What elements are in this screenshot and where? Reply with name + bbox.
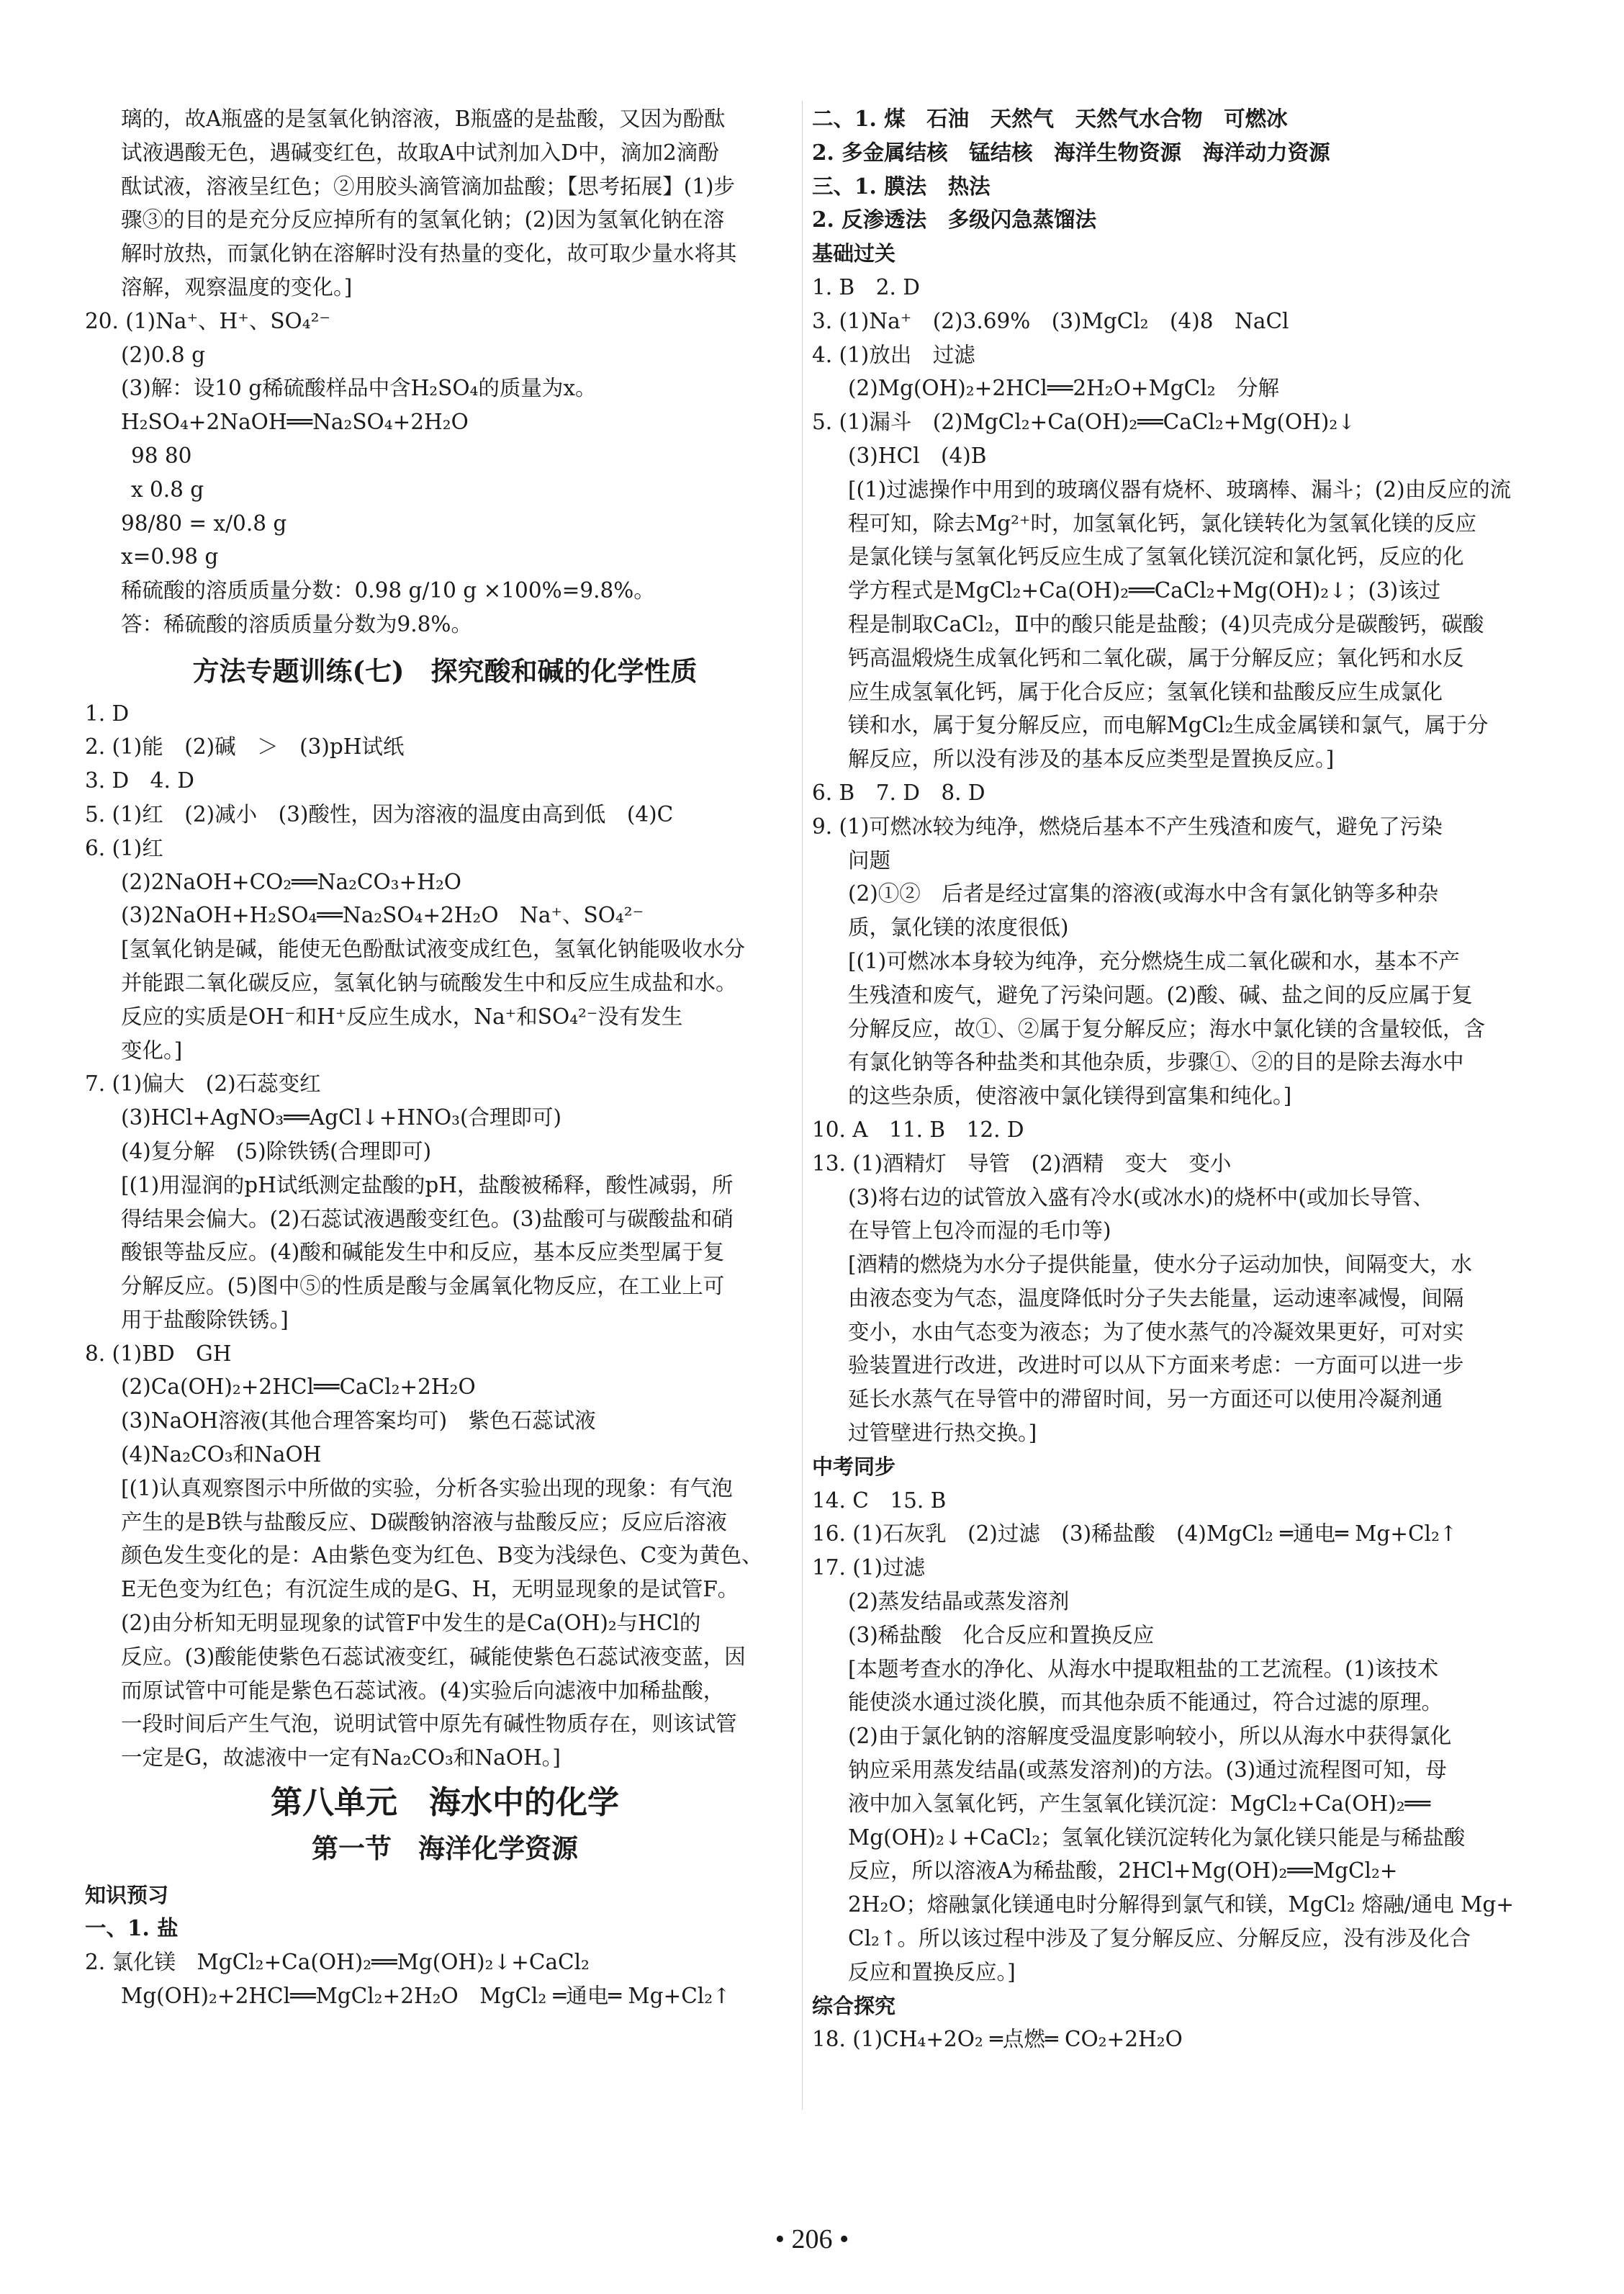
left-column-line: 98 80 [131, 443, 192, 468]
left-column-line: 酸银等盐反应。(4)酸和碱能发生中和反应，基本反应类型属于复 [121, 1240, 725, 1265]
right-column-line: Mg(OH)₂↓+CaCl₂；氢氧化镁沉淀转化为氯化镁只能是与稀盐酸 [848, 1825, 1466, 1850]
right-column-line: 质，氯化镁的浓度很低) [848, 915, 1069, 940]
left-column-line: 骤③的目的是充分反应掉所有的氢氧化钠；(2)因为氢氧化钠在溶 [121, 207, 725, 233]
right-column-line: (3)将右边的试管放入盛有冷水(或冰水)的烧杯中(或加长导管、 [848, 1184, 1434, 1210]
left-column-line: x 0.8 g [131, 477, 204, 502]
left-column-line: 答：稀硫酸的溶质质量分数为9.8%。 [121, 611, 472, 637]
right-column-line: 的这些杂质，使溶液中氯化镁得到富集和纯化。] [848, 1084, 1292, 1109]
left-column-line: 7. (1)偏大 (2)石蕊变红 [85, 1071, 321, 1097]
right-column-line: 有氯化钠等各种盐类和其他杂质，步骤①、②的目的是除去海水中 [848, 1050, 1464, 1075]
right-column-line: (2)由于氯化钠的溶解度受温度影响较小，所以从海水中获得氯化 [848, 1724, 1452, 1749]
right-column-line: 应生成氢氧化钙，属于化合反应；氢氧化镁和盐酸反应生成氯化 [848, 679, 1443, 704]
right-column-line: 是氯化镁与氢氧化钙反应生成了氢氧化镁沉淀和氯化钙，反应的化 [848, 544, 1464, 570]
left-column-line: (2)2NaOH+CO₂══Na₂CO₃+H₂O [121, 869, 461, 894]
right-column-line: 13. (1)酒精灯 导管 (2)酒精 变大 变小 [812, 1151, 1232, 1176]
right-column-line: 在导管上包冷而湿的毛巾等) [848, 1218, 1111, 1243]
left-column-line: 稀硫酸的溶质质量分数：0.98 g/10 g ×100%=9.8%。 [121, 578, 655, 603]
right-column-line: 14. C 15. B [812, 1488, 947, 1513]
right-column-line: 1. B 2. D [812, 274, 920, 300]
right-column-line: 二、1. 煤 石油 天然气 天然气水合物 可燃冰 [812, 106, 1288, 131]
left-column-line: [(1)认真观察图示中所做的实验，分析各实验出现的现象：有气泡 [121, 1475, 733, 1501]
left-column-line: Mg(OH)₂+2HCl══MgCl₂+2H₂O MgCl₂ ═通电═ Mg+Cl₂↑ [121, 1984, 731, 2009]
left-column-line: E无色变为红色；有沉淀生成的是G、H，无明显现象的是试管F。 [121, 1577, 739, 1602]
left-column-line: 产生的是B铁与盐酸反应、D碳酸钠溶液与盐酸反应；反应后溶液 [121, 1509, 727, 1534]
right-column-line: 镁和水，属于复分解反应，而电解MgCl₂生成金属镁和氯气，属于分 [848, 713, 1489, 738]
left-column-line: H₂SO₄+2NaOH══Na₂SO₄+2H₂O [121, 410, 469, 435]
right-column-line: (2)蒸发结晶或蒸发溶剂 [848, 1589, 1070, 1614]
left-column-line: 知识预习 [85, 1882, 169, 1907]
right-column-line: (2)①② 后者是经过富集的溶液(或海水中含有氯化钠等多种杂 [848, 881, 1439, 907]
right-column-line: 综合探究 [812, 1993, 896, 2018]
left-column-line: 一段时间后产生气泡，说明试管中原先有碱性物质存在，则该试管 [121, 1711, 737, 1737]
right-column-line: 3. (1)Na⁺ (2)3.69% (3)MgCl₂ (4)8 NaCl [812, 308, 1289, 333]
right-column-line: 三、1. 膜法 热法 [812, 173, 991, 199]
left-column-line: 得结果会偏大。(2)石蕊试液遇酸变红色。(3)盐酸可与碳酸盐和硝 [121, 1206, 734, 1231]
page-number: • 206 • [775, 2224, 849, 2254]
left-column-line: [氢氧化钠是碱，能使无色酚酞试液变成红色，氢氧化钠能吸收水分 [121, 937, 746, 962]
right-column-line: 延长水蒸气在导管中的滞留时间，另一方面还可以使用冷凝剂通 [848, 1387, 1443, 1412]
right-column-line: 程可知，除去Mg²⁺时，加氢氧化钙，氯化镁转化为氢氧化镁的反应 [848, 510, 1476, 536]
left-column-line: 并能跟二氧化碳反应，氢氧化钠与硫酸发生中和反应生成盐和水。 [121, 970, 737, 995]
left-column-line: 5. (1)红 (2)减小 (3)酸性，因为溶液的温度由高到低 (4)C [85, 801, 674, 827]
right-column-line: 6. B 7. D 8. D [812, 780, 985, 805]
right-column-line: 5. (1)漏斗 (2)MgCl₂+Ca(OH)₂══CaCl₂+Mg(OH)₂↓ [812, 410, 1355, 435]
left-column-line: [(1)用湿润的pH试纸测定盐酸的pH，盐酸被稀释，酸性减弱，所 [121, 1172, 734, 1197]
right-column-line: 过管壁进行热交换。] [848, 1421, 1037, 1446]
left-column-line: 用于盐酸除铁锈。] [121, 1307, 289, 1332]
left-column-line: 8. (1)BD GH [85, 1341, 232, 1366]
left-column-line: 第一节 海洋化学资源 [312, 1832, 578, 1864]
right-column-line: [(1)可燃冰本身较为纯净，充分燃烧生成二氧化碳和水，基本不产 [848, 948, 1460, 973]
left-column-line: 分解反应。(5)图中⑤的性质是酸与金属氧化物反应，在工业上可 [121, 1274, 725, 1299]
left-column-line: 璃的，故A瓶盛的是氢氧化钠溶液，B瓶盛的是盐酸，又因为酚酞 [121, 107, 726, 131]
right-column-line: 4. (1)放出 过滤 [812, 342, 975, 367]
left-column-line: 6. (1)红 [85, 835, 163, 860]
right-column-line: 钠应采用蒸发结晶(或蒸发溶剂)的方法。(3)通过流程图可知，母 [848, 1758, 1447, 1783]
right-column-line: 基础过关 [812, 241, 896, 266]
left-column-line: 反应。(3)酸能使紫色石蕊试液变红，碱能使紫色石蕊试液变蓝，因 [121, 1644, 746, 1669]
left-column-line: (3)2NaOH+H₂SO₄══Na₂SO₄+2H₂O Na⁺、SO₄²⁻ [121, 903, 644, 928]
right-column-line: 学方程式是MgCl₂+Ca(OH)₂══CaCl₂+Mg(OH)₂↓；(3)该过 [848, 578, 1441, 603]
right-column-line: 分解反应，故①、②属于复分解反应；海水中氯化镁的含量较低，含 [848, 1016, 1486, 1041]
right-column-line: 问题 [848, 847, 891, 873]
left-column-line: 试液遇酸无色，遇碱变红色，故取A中试剂加入D中，滴加2滴酚 [121, 140, 719, 165]
right-column-line: 中考同步 [812, 1454, 896, 1479]
right-column-line: 液中加入氢氧化钙，产生氢氧化镁沉淀：MgCl₂+Ca(OH)₂══ [848, 1791, 1431, 1816]
right-column-line: 解反应，所以没有涉及的基本反应类型是置换反应。] [848, 747, 1335, 772]
right-column-line: 钙高温煅烧生成氧化钙和二氧化碳，属于分解反应；氧化钙和水反 [848, 645, 1464, 670]
left-column-line: 一、1. 盐 [85, 1915, 179, 1941]
right-column-line: [酒精的燃烧为水分子提供能量，使水分子运动加快，间隔变大，水 [848, 1252, 1473, 1277]
left-column-line: 反应的实质是OH⁻和H⁺反应生成水，Na⁺和SO₄²⁻没有发生 [121, 1004, 683, 1029]
right-column-line: [本题考查水的净化、从海水中提取粗盐的工艺流程。(1)该技术 [848, 1656, 1439, 1681]
left-column-line: 而原试管中可能是紫色石蕊试液。(4)实验后向滤液中加稀盐酸， [121, 1678, 725, 1703]
right-column-line: 能使淡水通过淡化膜，而其他杂质不能通过，符合过滤的原理。 [848, 1690, 1443, 1715]
right-column-line: Cl₂↑。所以该过程中涉及了复分解反应、分解反应，没有涉及化合 [848, 1926, 1471, 1951]
left-column-line: 98/80 = x/0.8 g [121, 510, 287, 536]
right-column-line: 16. (1)石灰乳 (2)过滤 (3)稀盐酸 (4)MgCl₂ ═通电═ Mg+Cl₂↑ [812, 1521, 1458, 1547]
left-column-line: (2)由分析知无明显现象的试管F中发生的是Ca(OH)₂与HCl的 [121, 1611, 701, 1636]
left-column-line: 一定是G，故滤液中一定有Na₂CO₃和NaOH。] [121, 1745, 561, 1771]
left-column-line: 变化。] [121, 1038, 183, 1063]
right-column-line: 18. (1)CH₄+2O₂ ═点燃═ CO₂+2H₂O [812, 2027, 1183, 2052]
right-column-line: 反应和置换反应。] [848, 1959, 1016, 1984]
left-column-line: (4)Na₂CO₃和NaOH [121, 1442, 322, 1467]
right-column-line: 变小，水由气态变为液态；为了使水蒸气的冷凝效果更好，可对实 [848, 1319, 1464, 1344]
left-column-line: 颜色发生变化的是：A由紫色变为红色、B变为浅绿色、C变为黄色、 [121, 1543, 763, 1568]
right-column-line: 2. 多金属结核 锰结核 海洋生物资源 海洋动力资源 [812, 139, 1330, 165]
left-column-line: 第八单元 海水中的化学 [271, 1784, 619, 1822]
right-column-line: 17. (1)过滤 [812, 1555, 926, 1580]
right-column [812, 102, 1532, 2056]
left-column-line: x=0.98 g [121, 544, 219, 570]
right-column-line: (3)HCl (4)B [848, 443, 987, 468]
left-column-line: 解时放热，而氯化钠在溶解时没有热量的变化，故可取少量水将其 [121, 241, 737, 266]
left-column-line: 酞试液，溶液呈红色；②用胶头滴管滴加盐酸；【思考拓展】(1)步 [121, 174, 736, 199]
left-column [85, 102, 805, 2013]
right-column-line: 10. A 11. B 12. D [812, 1117, 1024, 1142]
right-column-line: 2H₂O；熔融氯化镁通电时分解得到氯气和镁，MgCl₂ 熔融/通电 Mg+ [848, 1892, 1514, 1917]
right-column-line: 验装置进行改进，改进时可以从下方面来考虑：一方面可以进一步 [848, 1353, 1464, 1378]
right-column-line: [(1)过滤操作中用到的玻璃仪器有烧杯、玻璃棒、漏斗；(2)由反应的流 [848, 477, 1512, 502]
left-column-line: 2. 氯化镁 MgCl₂+Ca(OH)₂══Mg(OH)₂↓+CaCl₂ [85, 1950, 590, 1975]
right-column-line: 程是制取CaCl₂，Ⅱ中的酸只能是盐酸；(4)贝壳成分是碳酸钙，碳酸 [848, 611, 1484, 637]
left-column-line: 溶解，观察温度的变化。] [121, 274, 353, 300]
left-column-line: (2)Ca(OH)₂+2HCl══CaCl₂+2H₂O [121, 1375, 476, 1400]
right-column-line: 由液态变为气态，温度降低时分子失去能量，运动速率减慢，间隔 [848, 1285, 1464, 1310]
right-column-line: 2. 反渗透法 多级闪急蒸馏法 [812, 207, 1097, 233]
right-column-line: 9. (1)可燃冰较为纯净，燃烧后基本不产生残渣和废气，避免了污染 [812, 814, 1443, 839]
left-column-line: 20. (1)Na⁺、H⁺、SO₄²⁻ [85, 308, 330, 333]
right-column-line: (3)稀盐酸 化合反应和置换反应 [848, 1622, 1155, 1647]
left-column-line: 3. D 4. D [85, 768, 194, 793]
right-column-line: (2)Mg(OH)₂+2HCl══2H₂O+MgCl₂ 分解 [848, 376, 1280, 401]
left-column-line: (3)NaOH溶液(其他合理答案均可) 紫色石蕊试液 [121, 1408, 596, 1434]
right-column-line: 生残渣和废气，避免了污染问题。(2)酸、碱、盐之间的反应属于复 [848, 982, 1473, 1007]
left-column-line: 1. D [85, 701, 130, 726]
right-column-line: 反应，所以溶液A为稀盐酸，2HCl+Mg(OH)₂══MgCl₂+ [848, 1858, 1398, 1884]
left-column-line: (4)复分解 (5)除铁锈(合理即可) [121, 1138, 432, 1164]
left-column-line: (3)HCl+AgNO₃══AgCl↓+HNO₃(合理即可) [121, 1105, 561, 1130]
left-column-line: 2. (1)能 (2)碱 ＞ (3)pH试纸 [85, 734, 405, 760]
left-column-line: 方法专题训练(七) 探究酸和碱的化学性质 [192, 655, 698, 687]
left-column-line: (2)0.8 g [121, 342, 205, 367]
left-column-line: (3)解：设10 g稀硫酸样品中含H₂SO₄的质量为x。 [121, 376, 597, 401]
